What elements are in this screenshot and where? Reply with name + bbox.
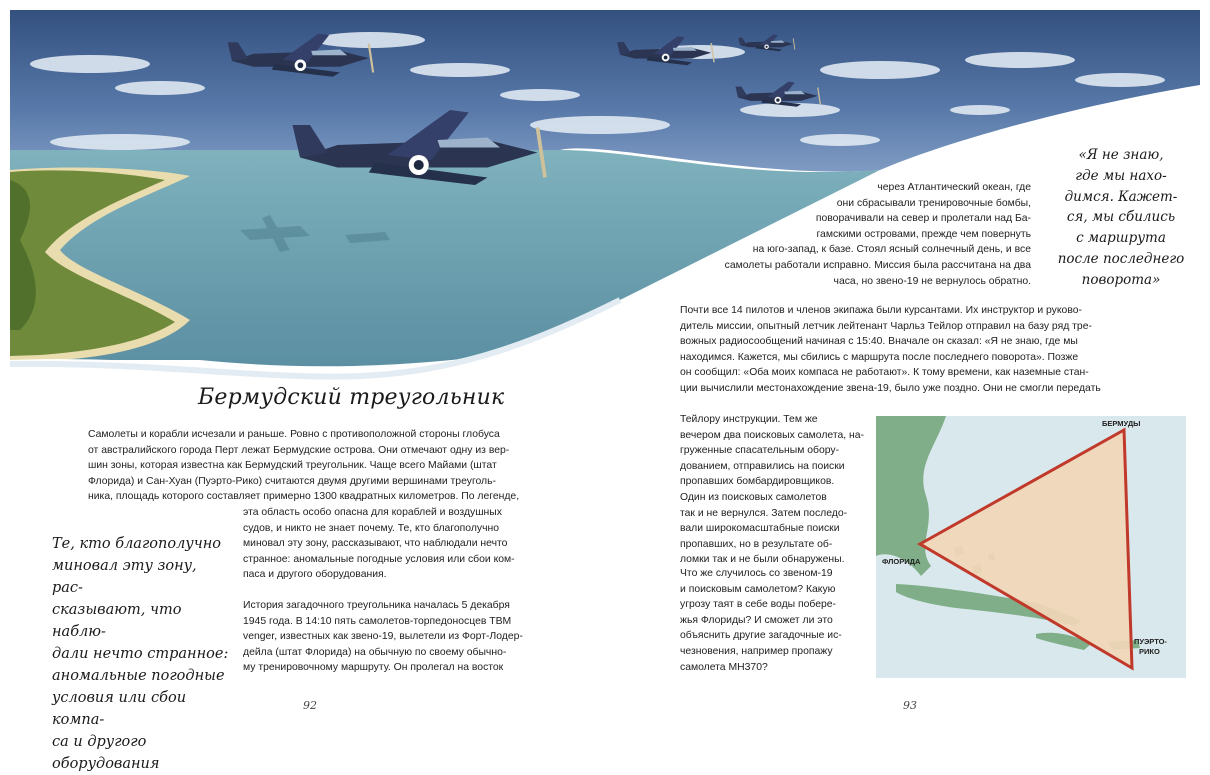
text-line: venger, известных как звено-19, вылетели из Форт-Лодер- (243, 631, 523, 643)
quote-line: с маршрута (1076, 230, 1166, 247)
quote-line: са и другого оборудования (52, 734, 160, 772)
text-line: на юго-запад, к базе. Стоял ясный солнечный день, и все (752, 244, 1031, 256)
quote-line: сказывают, что наблю- (52, 602, 182, 640)
quote-line: поворота» (1081, 271, 1161, 288)
text-line: от австралийского города Перт лежат Бермудские острова. Они отмечают одну из вер- (88, 444, 510, 456)
text-line: объяснить другие загадочные ис- (680, 630, 842, 642)
text-line: ции вычислили местонахождение звена-19, было уже поздно. Они не смогли передать (680, 382, 1101, 394)
quote-line: ся, мы сбились (1066, 209, 1176, 226)
text-line: эта область особо опасна для кораблей и воздушных (243, 507, 502, 518)
text-line: угрозу таят в себе воды побере- (680, 599, 837, 611)
text-line: находимся. Кажется, мы сбились с маршрута после последнего поворота». Позже (680, 351, 1079, 363)
text-line: через Атлантический океан, где (877, 182, 1031, 193)
text-line: Самолеты и корабли исчезали и раньше. Ровно с противоположной стороны глобуса (88, 429, 500, 440)
map-label-puerto-rico-2: РИКО (1139, 647, 1160, 656)
text-line: шин зоны, которая известна как Бермудский треугольник. Чаще всего Майами (штат (88, 460, 497, 472)
text-line: Тейлору инструкции. Тем же (680, 414, 818, 425)
history-paragraph (243, 598, 543, 676)
text-line: поворачивали на север и пролетали над Ба- (815, 213, 1031, 225)
quote-line: после последнего (1057, 250, 1185, 267)
text-line: Почти все 14 пилотов и членов экипажа были курсантами. Их инструктор и руково- (680, 305, 1082, 316)
text-line: пропавших бомбардировщиков. (680, 476, 835, 488)
text-line: странное: аномальные погодные условия или сбои ком- (243, 553, 515, 565)
intro-paragraph (88, 427, 540, 505)
map-label-bermuda: БЕРМУДЫ (1102, 419, 1141, 428)
pull-quote-right (1046, 145, 1196, 291)
search-paragraph (680, 412, 868, 568)
text-line: гамскими островами, прежде чем повернуть (816, 228, 1031, 240)
text-line: дитель миссии, опытный летчик лейтенант Чарльз Тейлор отправил на базу ряд тре- (680, 320, 1092, 332)
text-line: чезновения, например пропажу (680, 645, 833, 657)
text-line: жья Флориды? И сможет ли это (680, 614, 833, 626)
text-line: вали широкомасштабные поиски (680, 523, 840, 535)
quote-line: где мы нахо- (1075, 167, 1167, 184)
text-line: дованием, отправились на поиски (680, 460, 845, 472)
text-line: часа, но звено-19 не вернулось обратно. (833, 275, 1031, 287)
text-line: и поисковым самолетом? Какую (680, 583, 836, 595)
page-number-left: 92 (303, 699, 317, 712)
map-label-puerto-rico: ПУЭРТО- (1134, 637, 1167, 646)
continued-paragraph (720, 180, 1031, 289)
map-label-florida: ФЛОРИДА (882, 557, 921, 566)
bermuda-triangle-map (876, 416, 1186, 678)
quote-line: дали нечто странное: (52, 646, 229, 662)
text-line: дейла (штат Флорида) на обычную по своему обычно- (243, 646, 507, 658)
text-line: вожных радиосообщений начиная с 15:40. Вначале он сказал: «Я не знаю, где мы (680, 336, 1078, 348)
quote-line: условия или сбои компа- (52, 690, 187, 728)
text-line: вечером два поисковых самолета, на- (680, 429, 865, 441)
text-line: груженные спасательным обору- (680, 445, 840, 457)
quote-line: димся. Кажет- (1064, 188, 1178, 205)
text-line: он сообщил: «Оба моих компаса не работают». К тому времени, как наземные стан- (680, 367, 1089, 379)
text-line: ника, площадь которого составляет примерно 1300 квадратных километров. По легенде, (88, 491, 520, 503)
text-line: Что же случилось со звеном-19 (680, 568, 833, 579)
text-line: пропавших, но в результате об- (680, 538, 833, 550)
text-line: самолета MH370? (680, 661, 768, 673)
text-line: миновал эту зону, рассказывают, что наблюдали нечто (243, 538, 508, 550)
text-line: 1945 года. В 14:10 пять самолетов-торпедоносцев TBM (243, 615, 512, 627)
indent-paragraph (243, 505, 543, 583)
text-line: му тренировочному маршруту. Он пролегал на восток (243, 662, 504, 674)
page-heading: Бермудский треугольник (198, 385, 505, 410)
text-line: судов, и никто не знает почему. Те, кто благополучно (243, 522, 500, 534)
text-line: Один из поисковых самолетов (680, 491, 827, 503)
text-line: они сбрасывали тренировочные бомбы, (836, 197, 1031, 209)
quote-line: миновал эту зону, рас- (52, 558, 197, 596)
text-line: самолеты работали исправно. Миссия была рассчитана на два (724, 259, 1031, 271)
text-line: История загадочного треугольника началась 5 декабря (243, 600, 510, 611)
question-paragraph (680, 566, 868, 675)
text-line: так и не вернулся. Затем последо- (680, 507, 848, 519)
radio-paragraph (680, 303, 1160, 397)
quote-line: «Я не знаю, (1078, 147, 1164, 163)
text-line: Флорида) и Сан-Хуан (Пуэрто-Рико) считаются двумя другими вершинами треуголь- (88, 475, 496, 487)
quote-line: аномальные погодные (52, 668, 225, 684)
text-line: паса и другого оборудования. (243, 569, 387, 581)
page-number-right: 93 (903, 699, 917, 712)
text-line: ломки так и не были обнаружены. (680, 554, 845, 566)
pull-quote-left (52, 533, 232, 775)
quote-line: Те, кто благополучно (52, 536, 222, 552)
